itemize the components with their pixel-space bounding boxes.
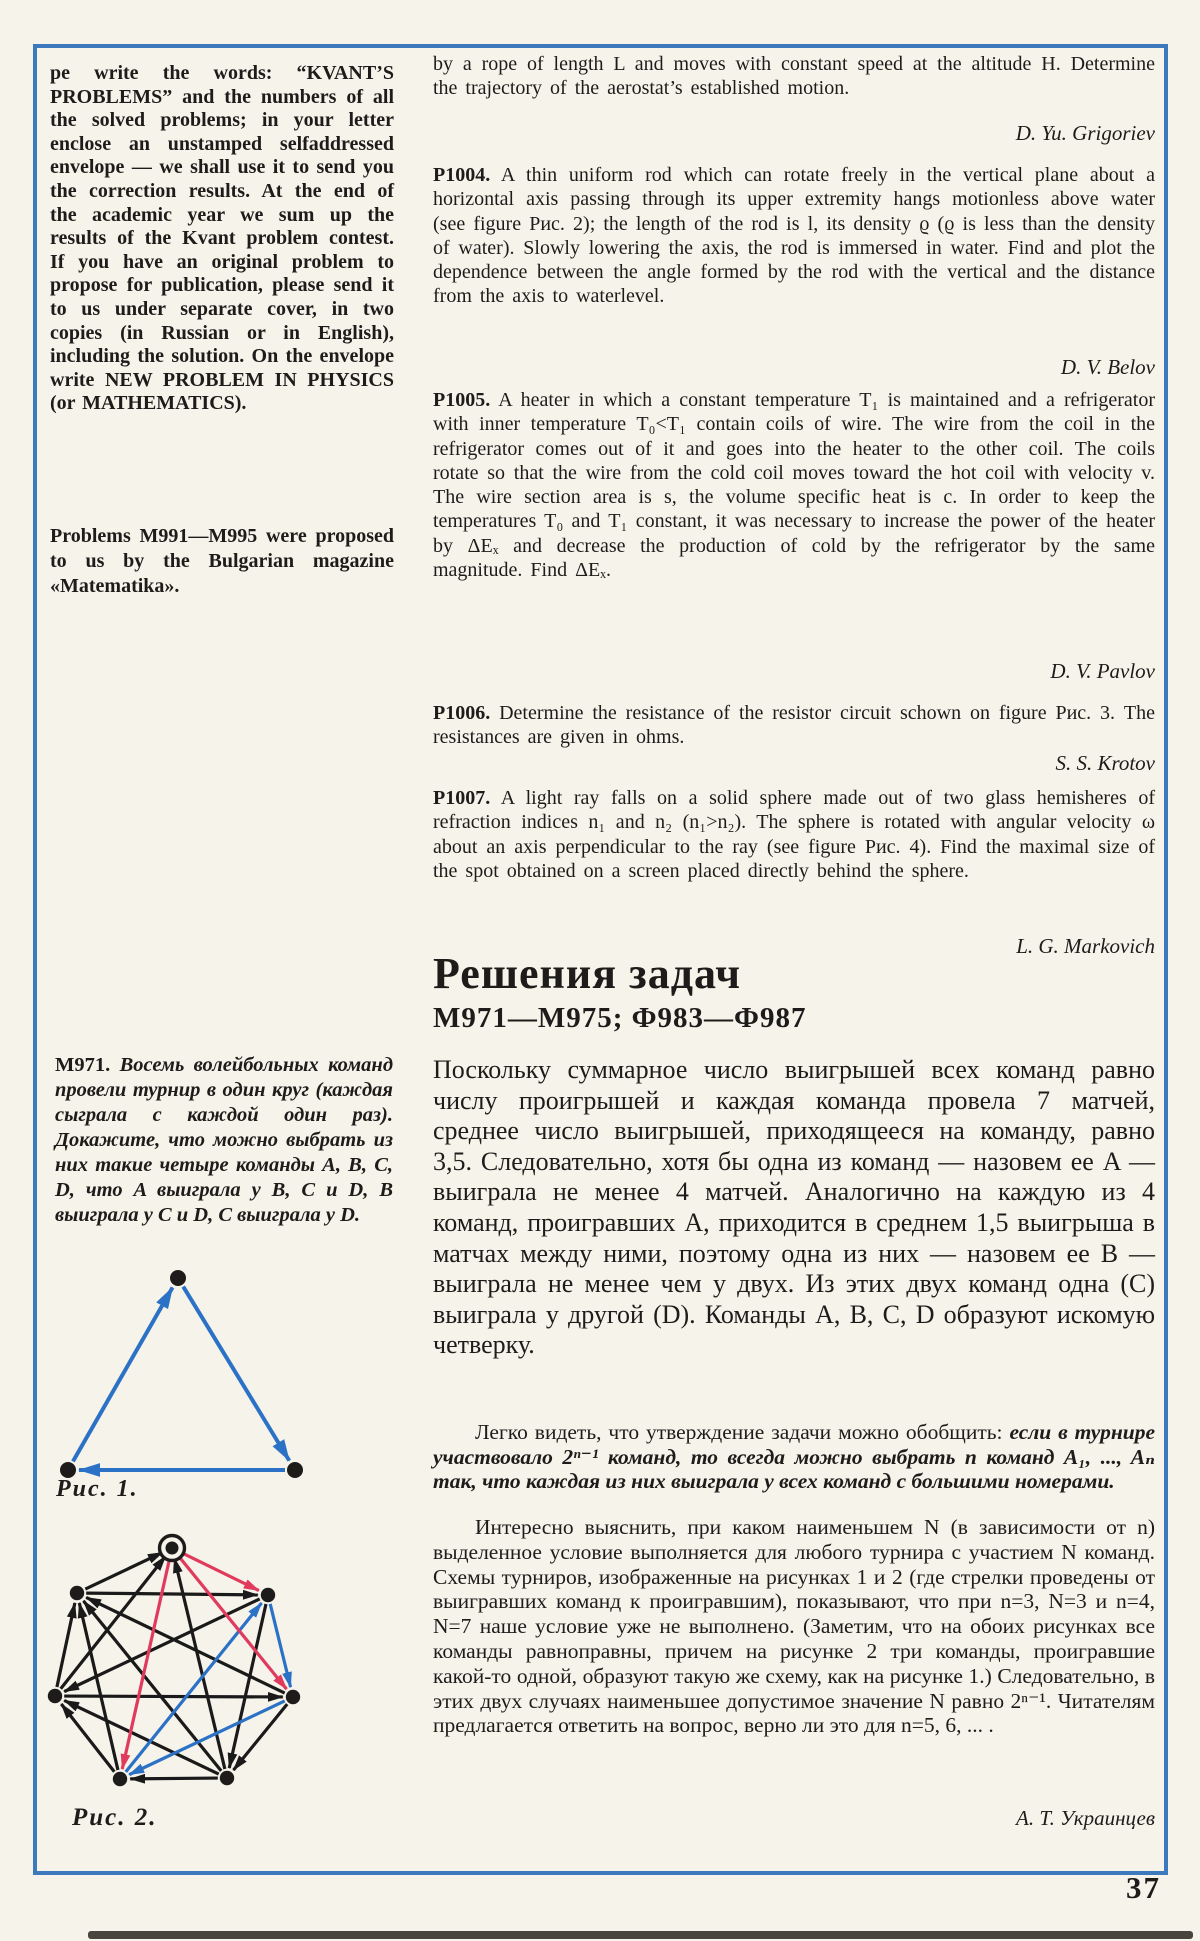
page-number: 37 [1126, 1870, 1161, 1905]
problem-m971-paragraph [55, 1053, 393, 1228]
problem-p1005-label: P1005. [433, 389, 491, 411]
problem-p1005-text: A heater in which a constant temperature T₁ is maintained and a refrigerator with inner temperature T₀<T₁ contain coils of wire. The wire from the coil in the refrigerator comes out of it and goes into the heater to the other coil. The coils rotate so that the wire from the cold coil moves toward the hot coil with velocity v. The wire section area is s, the volume specific heat is c. In order to keep the temperatures T₀ and T₁ constant, it was necessary to increase the power of the heater by ΔEₓ and decrease the production of cold by the refrigerator by the same magnitude. Find ΔEₓ. [433, 389, 1155, 582]
scan-edge-artifact [88, 1931, 1193, 1939]
problem-continuation-paragraph: by a rope of length L and moves with constant speed at the altitude H. Determine the trajectory of the aerostat’s established motion. [433, 53, 1155, 100]
problem-p1006-text: Determine the resistance of the resistor circuit schown on figure Рис. 3. The resistances are given in ohms. [433, 702, 1155, 749]
problem-p1005-paragraph [433, 388, 1155, 582]
problem-p1006-paragraph [433, 701, 1155, 750]
solution-m971-paragraph-2 [433, 1420, 1155, 1494]
author-grigoriev: D. Yu. Grigoriev [1015, 121, 1155, 145]
fig1-caption: Рис. 1. [56, 1476, 139, 1502]
problem-m971-label: M971. [55, 1054, 111, 1076]
solutions-subheading: М971—М975; Ф983—Ф987 [433, 1002, 807, 1034]
solution-m971-paragraph-3: Интересно выяснить, при каком наименьшем N (в зависимости от n) выделенное условие выполняется для любого турнира с участием N команд. Схемы турниров, изображенные на рисунках 1 и 2 (где стрелки проведены от выигравших команд к проигравшим), показывают, что при n=3, N=3 и n=4, N=7 наше условие уже не выполнено. (Заметим, что на обоих рисунках все команды равноправны, причем на рисунке 2 три команды, проигравшие какой-то одной, образуют такую же схему, как на рисунке 1.) Следовательно, в этих двух случаях наименьшее допустимое значение N равно 2ⁿ⁻¹. Читателям предлагается ответить на вопрос, верно ли это для n=5, 6, ... . [433, 1515, 1155, 1738]
problem-p1007-paragraph [433, 786, 1155, 883]
problem-p1004-label: P1004. [433, 164, 491, 186]
problem-p1007-text: A light ray falls on a solid sphere made out of two glass hemisheres of refraction indices n₁ and n₂ (n₁>n₂). The sphere is rotated with angular velocity ω about an axis perpendicular to the ray (see figure Рис. 4). Find the maximal size of the spot obtained on a screen placed directly behind the sphere. [433, 787, 1155, 882]
solution-m971-paragraph-1: Поскольку суммарное число выигрышей всех команд равно числу проигрышей и каждая команда провела 7 матчей, среднее число выигрышей, приходящееся на команду, равно 3,5. Следовательно, хотя бы одна из команд — назовем ее A — выиграла не менее 4 матчей. Аналогично на каждую из 4 команд, проигравших A, приходится в среднем 1,5 выигрыша в матчах между ними, поэтому одна из них — назовем ее B — выиграла не менее чем у двух. Из этих двух команд одна (C) выиграла у другой (D). Команды A, B, C, D образуют искомую четверку. [433, 1055, 1155, 1360]
problem-p1004-paragraph [433, 163, 1155, 309]
solutions-heading: Решения задач [433, 949, 742, 998]
problem-p1006-label: P1006. [433, 702, 491, 724]
author-krotov: S. S. Krotov [1055, 751, 1155, 775]
author-belov: D. V. Belov [1060, 355, 1155, 379]
problem-p1004-text: A thin uniform rod which can rotate freely in the vertical plane about a horizontal axis passing through its upper extremity hangs motionless above water (see figure Рис. 2); the length of the rod is l, its density ϱ (ϱ is less than the density of water). Slowly lowering the axis, the rod is immersed in water. Find and plot the dependence between the angle formed by the rod with the vertical and the distance from the axis to waterlevel. [433, 164, 1155, 308]
author-markovich: L. G. Markovich [1016, 934, 1155, 958]
problem-p1007-label: P1007. [433, 787, 491, 809]
intro-paragraph: pe write the words: “KVANT’S PROBLEMS” and the numbers of all the solved problems; in your letter enclose an unstamped selfaddressed envelope — we shall use it to send you the correction results. At the end of the academic year we sum up the results of the Kvant problem contest. If you have an original problem to propose for publication, please send it to us under separate cover, in two copies (in Russian or in English), including the solution. On the envelope write NEW PROBLEM IN PHYSICS (or MATHEMATICS). [50, 62, 394, 415]
author-pavlov: D. V. Pavlov [1050, 659, 1155, 683]
author-ukraintsev: А. Т. Украинцев [1016, 1806, 1155, 1830]
bulgaria-note-paragraph: Problems M991—M995 were proposed to us by the Bulgarian magazine «Matematika». [50, 525, 394, 597]
problem-m971-text: Восемь волейбольных команд провели турнир в один круг (каждая сыграла с каждой один раз). Докажите, что можно выбрать из них такие четыре команды A, B, C, D, что A выиграла у B, C и D, B выиграла у C и D, C выиграла у D. [55, 1054, 393, 1226]
fig1-triangle-tournament-diagram [30, 1240, 320, 1490]
generalization-intro: Легко видеть, что утверждение задачи можно обобщить: [475, 1420, 1003, 1444]
fig2-caption: Рис. 2. [72, 1804, 158, 1831]
fig2-heptagon-tournament-diagram [25, 1520, 315, 1812]
generalization-statement: если в турнире участвовало 2ⁿ⁻¹ команд, то всегда можно выбрать n команд A₁, ..., Aₙ так, что каждая из них выиграла у всех команд с большими номерами. [433, 1420, 1156, 1494]
